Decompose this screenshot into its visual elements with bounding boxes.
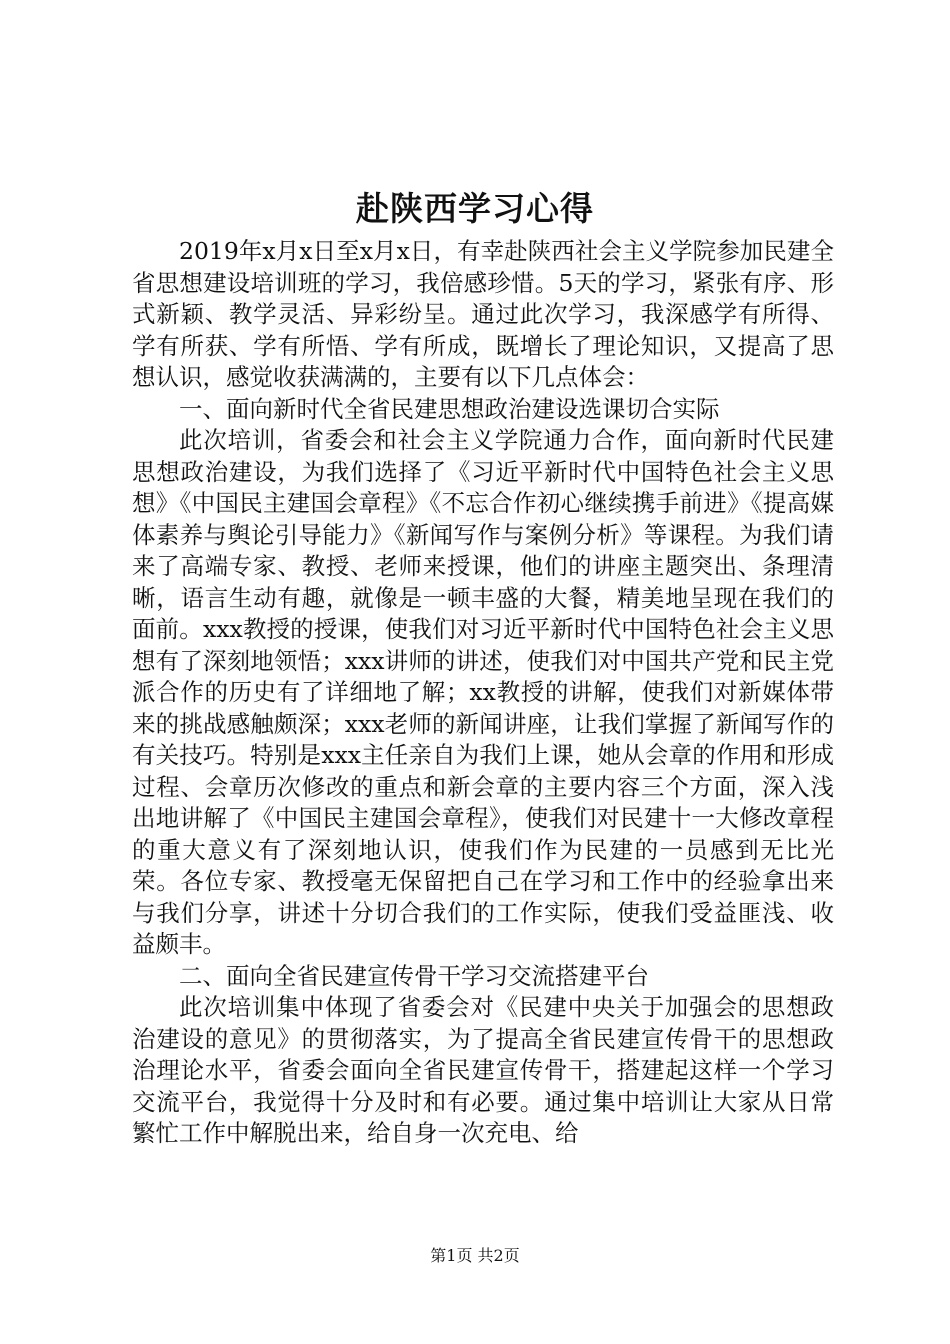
document-title: 赴陕西学习心得 (356, 189, 594, 228)
paragraph-section-2: 此次培训集中体现了省委会对《民建中央关于加强会的思想政治建设的意见》的贯彻落实，为了提高全省民建宣传骨干的思想政治理论水平，省委会面向全省民建宣传骨干，搭建起这样一个学习交流平台，我觉得十分及时和有必要。通过集中培训让大家从日常繁忙工作中解脱出来，给自身一次充电、给 (132, 993, 834, 1147)
paragraph-intro: 2019年x月x日至x月x日，有幸赴陕西社会主义学院参加民建全省思想建设培训班的学习，我倍感珍惜。5天的学习，紧张有序、形式新颖、教学灵活、异彩纷呈。通过此次学习，我深感学有所得、学有所获、学有所悟、学有所成，既增长了理论知识，又提高了思想认识，感觉收获满满的，主要有以下几点体会： (132, 237, 834, 391)
section-heading-1: 一、面向新时代全省民建思想政治建设选课切合实际 (179, 394, 720, 423)
page-number-footer: 第1页 共2页 (430, 1246, 520, 1265)
document-body (132, 236, 834, 1150)
paragraph-section-1: 此次培训，省委会和社会主义学院通力合作，面向新时代民建思想政治建设，为我们选择了《习近平新时代中国特色社会主义思想》《中国民主建国会章程》《不忘合作初心继续携手前进》《提高媒体素养与舆论引导能力》《新闻写作与案例分析》等课程。为我们请来了高端专家、教授、老师来授课，他们的讲座主题突出、条理清晰，语言生动有趣，就像是一顿丰盛的大餐，精美地呈现在我们的面前。xxx教授的授课，使我们对习近平新时代中国特色社会主义思想有了深刻地领悟；xxx讲师的讲述，使我们对中国共产党和民主党派合作的历史有了详细地了解；xx教授的讲解，使我们对新媒体带来的挑战感触颇深；xxx老师的新闻讲座，让我们掌握了新闻写作的有关技巧。特别是xxx主任亲自为我们上课，她从会章的作用和形成过程、会章历次修改的重点和新会章的主要内容三个方面，深入浅出地讲解了《中国民主建国会章程》，使我们对民建十一大修改章程的重大意义有了深刻地认识，使我们作为民建的一员感到无比光荣。各位专家、教授毫无保留把自己在学习和工作中的经验拿出来与我们分享，讲述十分切合我们的工作实际，使我们受益匪浅、收益颇丰。 (132, 426, 834, 958)
section-heading-2: 二、面向全省民建宣传骨干学习交流搭建平台 (179, 961, 649, 990)
